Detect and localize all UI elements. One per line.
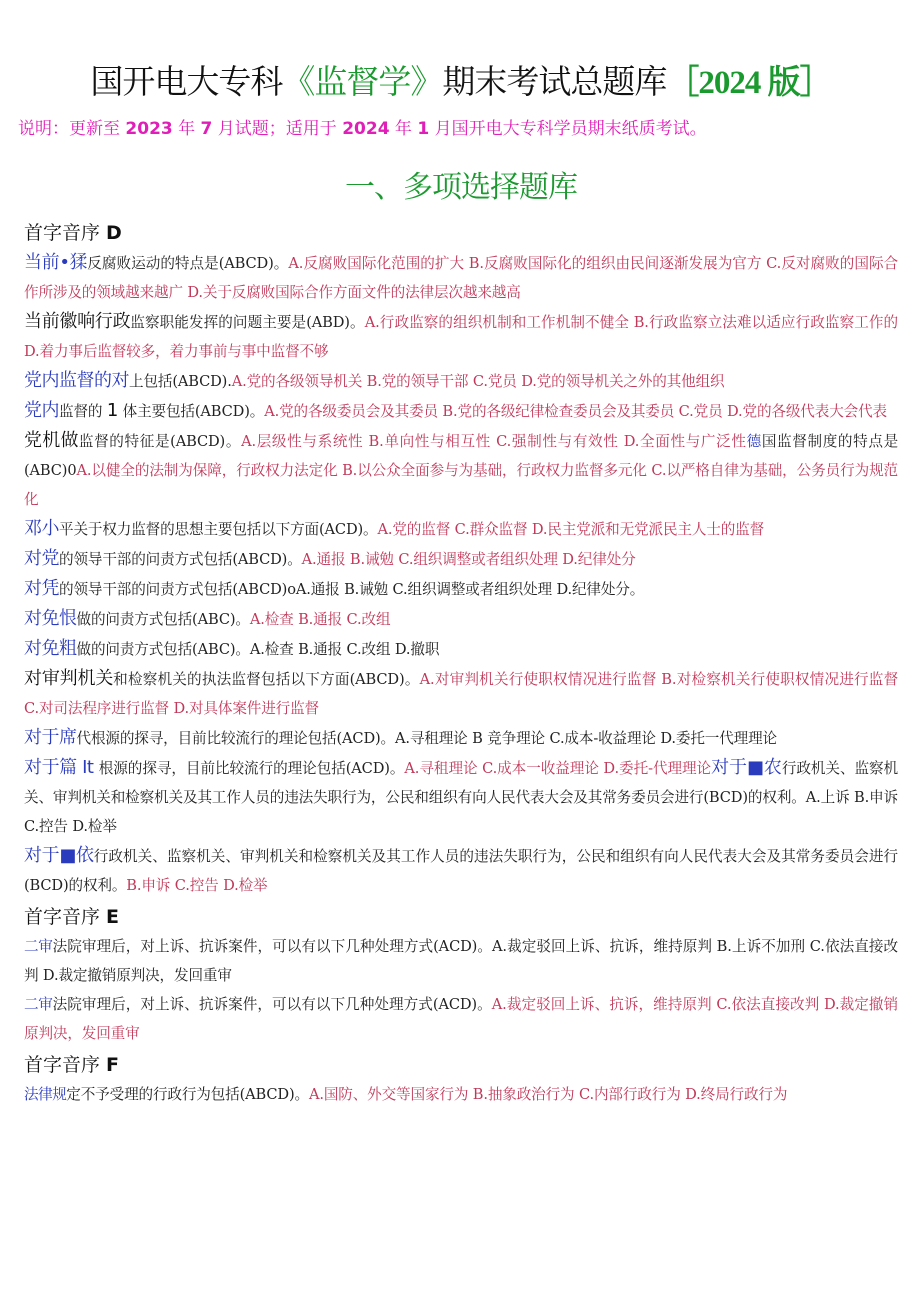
- question-entry: 对于■依行政机关、监察机关、审判机关和检察机关及其工作人员的违法失职行为，公民和组织有向人民代表大会及其常务委员会进行(BCD)的权利。B.申诉 C.控告 D.检举: [24, 845, 898, 894]
- question-entry: 对凭的领导干部的问责方式包括(ABCD)oA.通报 B.诫勉 C.组织调整或者组织处理 D.纪律处分。: [24, 578, 645, 599]
- question-entry: 对于席代根源的探寻，目前比较流行的理论包括(ACD)。A.寻租理论 B 竞争理论 C.成本-收益理论 D.委托一代理理论: [24, 727, 777, 748]
- question-entry: 对免恨做的问责方式包括(ABC)。A.检查 B.通报 C.改组: [24, 608, 391, 629]
- question-entry: 党内监督的 1 体主要包括(ABCD)。A.党的各级委员会及其委员 B.党的各级纪律检查委员会及其委员 C.党员 D.党的各级代表大会代表: [24, 400, 887, 421]
- question-entry: 对于篇 It 根源的探寻，目前比较流行的理论包括(ACD)。A.寻租理论 C.成本一收益理论 D.委托-代理理论对于■农行政机关、监察机关、审判机关和检察机关及其工作人员的违法失职行为，公民和组织有向人民代表大会及其常务委员会进行(BCD)的权利。A.上诉 B.申诉 C.控告 D.检举: [24, 757, 898, 835]
- question-entry: 当前•猱反腐败运动的特点是(ABCD)。A.反腐败国际化范围的扩大 B.反腐败国际化的组织由民间逐渐发展为官方 C.反对腐败的国际合作所涉及的领域越来越广 D.关于反腐败国际合作方面文件的法律层次越来越高: [24, 252, 899, 301]
- question-entry: 邓小平关于权力监督的思想主要包括以下方面(ACD)。A.党的监督 C.群众监督 D.民主党派和无党派民主人士的监督: [24, 518, 765, 539]
- question-entry: 党机做监督的特征是(ABCD)。A.层级性与系统性 B.单向性与相互性 C.强制性与有效性 D.全面性与广泛性德国监督制度的特点是(ABC)0A.以健全的法制为保障，行政权力法定化 B.以公众全面参与为基础，行政权力监督多元化 C.以严格自律为基础，公务员行为规范化: [24, 430, 899, 508]
- question-entry: 对党的领导干部的问责方式包括(ABCD)。A.通报 B.诫勉 C.组织调整或者组织处理 D.纪律处分: [24, 548, 636, 569]
- notice-line: 说明：更新至 2023 年 7 月试题；适用于 2024 年 1 月国开电大专科学员期末纸质考试。: [18, 119, 707, 139]
- title-part2: 期末考试总题库: [442, 62, 667, 101]
- title-part1: 国开电大专科: [90, 62, 283, 101]
- question-entry: 党内监督的对上包括(ABCD).A.党的各级领导机关 B.党的领导干部 C.党员 D.党的领导机关之外的其他组织: [24, 370, 725, 391]
- group-heading-f: 首字音序 F: [24, 1054, 120, 1076]
- question-entry: 法律规定不予受理的行政行为包括(ABCD)。A.国防、外交等国家行为 B.抽象政治行为 C.内部行政行为 D.终局行政行为: [24, 1086, 788, 1103]
- title-course: 《监督学》: [282, 62, 443, 101]
- page-title: [24, 56, 898, 108]
- question-entry: 对免粗做的问责方式包括(ABC)。A.检查 B.通报 C.改组 D.撤职: [24, 638, 440, 659]
- group-heading-d: 首字音序 D: [24, 222, 122, 244]
- question-entry: 对审判机关和检察机关的执法监督包括以下方面(ABCD)。A.对审判机关行使职权情况进行监督 B.对检察机关行使职权情况进行监督 C.对司法程序进行监督 D.对具体案件进行监督: [24, 668, 899, 717]
- question-entry: 二审法院审理后，对上诉、抗诉案件，可以有以下几种处理方式(ACD)。A.裁定驳回上诉、抗诉，维持原判 B.上诉不加刑 C.依法直接改判 D.裁定撤销原判决，发回重审: [24, 938, 898, 984]
- question-entry: 二审法院审理后，对上诉、抗诉案件，可以有以下几种处理方式(ACD)。A.裁定驳回上诉、抗诉，维持原判 C.依法直接改判 D.裁定撤销原判决，发回重审: [24, 996, 898, 1042]
- section-title: 一、多项选择题库: [345, 170, 577, 205]
- question-entry: 当前徽响行政监察职能发挥的问题主要是(ABD)。A.行政监察的组织机制和工作机制不健全 B.行政监察立法难以适应行政监察工作的 D.着力事后监督较多，着力事前与事中监督不够: [24, 311, 898, 360]
- title-edition: ［2024 版］: [666, 65, 832, 101]
- group-heading-e: 首字音序 E: [24, 906, 120, 928]
